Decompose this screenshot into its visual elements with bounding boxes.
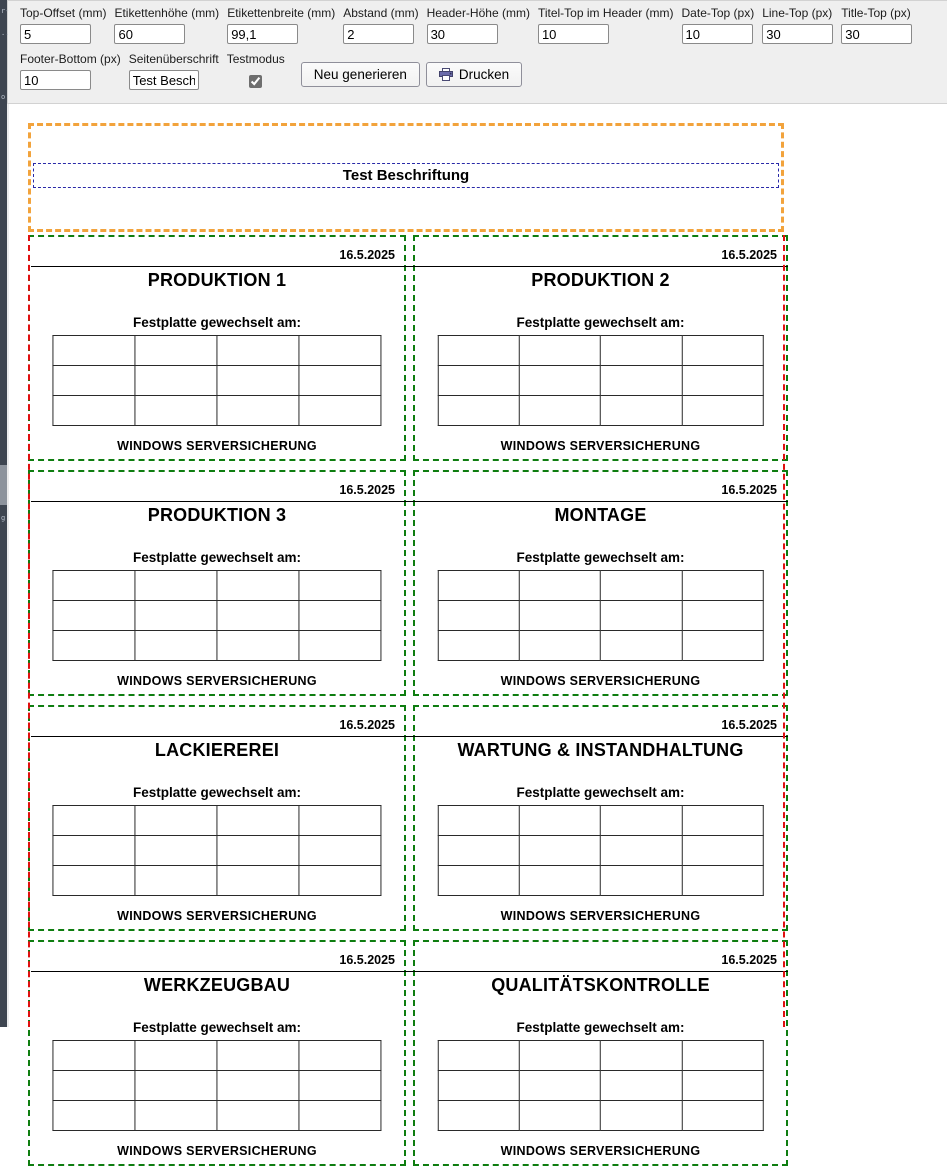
label-table-cell: [519, 571, 600, 601]
label-preview: [413, 235, 788, 461]
field-label: Etikettenbreite (mm): [227, 7, 335, 20]
label-date: 16.5.2025: [339, 248, 395, 262]
label-table-cell: [438, 1101, 519, 1131]
label-table-cell: [519, 806, 600, 836]
label-table-cell: [438, 866, 519, 896]
label-table-cell: [438, 631, 519, 661]
label-date: 16.5.2025: [721, 953, 777, 967]
label-table-cell: [438, 336, 519, 366]
field-label: Title-Top (px): [841, 7, 912, 20]
label-table: [52, 335, 381, 426]
label-table-cell: [53, 1101, 135, 1131]
label-table-cell: [135, 336, 217, 366]
field-label: Abstand (mm): [343, 7, 418, 20]
left-edge-panel: [0, 0, 7, 1027]
label-table-cell: [438, 396, 519, 426]
label-table-cell: [682, 806, 763, 836]
label-table-cell: [217, 866, 299, 896]
label-table-cell: [519, 336, 600, 366]
print-preview: [7, 104, 947, 1027]
field-input[interactable]: [538, 24, 609, 44]
label-title: MONTAGE: [415, 505, 786, 526]
testmodus-checkbox[interactable]: [249, 75, 262, 88]
label-table-cell: [682, 366, 763, 396]
label-table-cell: [438, 1041, 519, 1071]
label-title: QUALITÄTSKONTROLLE: [415, 975, 786, 996]
label-table-cell: [53, 631, 135, 661]
field-label: Date-Top (px): [682, 7, 755, 20]
label-date: 16.5.2025: [339, 953, 395, 967]
label-table-cell: [299, 866, 381, 896]
label-table-cell: [438, 836, 519, 866]
label-table-cell: [53, 366, 135, 396]
page-heading-text: Test Beschriftung: [343, 167, 469, 184]
label-footer: WINDOWS SERVERSICHERUNG: [415, 674, 786, 688]
label-footer: WINDOWS SERVERSICHERUNG: [30, 1144, 404, 1158]
label-footer: WINDOWS SERVERSICHERUNG: [30, 439, 404, 453]
label-table-cell: [217, 1041, 299, 1071]
field-label: Footer-Bottom (px): [20, 53, 121, 66]
label-subtitle: Festplatte gewechselt am:: [415, 785, 786, 800]
label-table-cell: [299, 806, 381, 836]
label-table-cell: [600, 866, 681, 896]
left-panel-fragment: ..: [1, 30, 9, 37]
label-divider-line: [406, 971, 788, 972]
label-divider-line: [31, 736, 413, 737]
label-table-cell: [438, 806, 519, 836]
label-footer: WINDOWS SERVERSICHERUNG: [30, 909, 404, 923]
label-table: [52, 1040, 381, 1131]
toolbar-field: [841, 7, 912, 44]
label-table-cell: [217, 396, 299, 426]
label-table: [437, 805, 763, 896]
label-table-cell: [299, 1041, 381, 1071]
label-table-cell: [600, 336, 681, 366]
label-table-cell: [135, 1071, 217, 1101]
printer-icon: [439, 68, 453, 81]
field-input[interactable]: [20, 24, 91, 44]
label-table-cell: [53, 866, 135, 896]
label-table-cell: [299, 631, 381, 661]
label-table-cell: [682, 396, 763, 426]
label-table: [437, 335, 763, 426]
label-table-cell: [600, 601, 681, 631]
label-divider-line: [406, 266, 788, 267]
label-table-cell: [53, 806, 135, 836]
label-table-cell: [600, 571, 681, 601]
label-table: [437, 1040, 763, 1131]
field-input[interactable]: [682, 24, 753, 44]
label-table-cell: [135, 396, 217, 426]
label-table-cell: [438, 601, 519, 631]
label-table-cell: [217, 806, 299, 836]
label-footer: WINDOWS SERVERSICHERUNG: [415, 1144, 786, 1158]
label-table-cell: [682, 571, 763, 601]
label-preview: [28, 235, 406, 461]
toolbar-row1: [20, 7, 947, 44]
label-subtitle: Festplatte gewechselt am:: [30, 550, 404, 565]
label-title: PRODUKTION 1: [30, 270, 404, 291]
label-table-cell: [519, 631, 600, 661]
field-label: Etikettenhöhe (mm): [114, 7, 219, 20]
field-input[interactable]: [427, 24, 498, 44]
print-button[interactable]: [426, 62, 522, 87]
toolbar-row2: [20, 53, 947, 90]
label-table-cell: [682, 866, 763, 896]
field-label: Titel-Top im Header (mm): [538, 7, 674, 20]
label-table-cell: [217, 1071, 299, 1101]
label-table-cell: [438, 1071, 519, 1101]
label-table-cell: [519, 366, 600, 396]
label-divider-line: [31, 501, 413, 502]
label-table-cell: [682, 601, 763, 631]
label-table-cell: [217, 601, 299, 631]
toolbar-field: [427, 7, 530, 44]
field-input[interactable]: [762, 24, 833, 44]
label-table-cell: [682, 1041, 763, 1071]
label-table-cell: [600, 1041, 681, 1071]
label-table-cell: [600, 836, 681, 866]
label-table-cell: [135, 866, 217, 896]
label-table-cell: [217, 631, 299, 661]
label-divider-line: [31, 266, 413, 267]
label-table-cell: [217, 836, 299, 866]
label-table-cell: [53, 1071, 135, 1101]
label-table-cell: [53, 396, 135, 426]
field-input[interactable]: [227, 24, 298, 44]
label-subtitle: Festplatte gewechselt am:: [30, 785, 404, 800]
label-preview: [413, 940, 788, 1166]
label-table-cell: [299, 396, 381, 426]
label-preview: [28, 705, 406, 931]
toolbar-field: [114, 7, 219, 44]
label-table-cell: [135, 1101, 217, 1131]
field-label: Top-Offset (mm): [20, 7, 106, 20]
label-preview: [28, 470, 406, 696]
label-table-cell: [299, 366, 381, 396]
label-table-cell: [53, 836, 135, 866]
label-table-cell: [135, 366, 217, 396]
label-preview: [413, 470, 788, 696]
page-header-guide-box: [28, 123, 784, 232]
label-table-cell: [135, 806, 217, 836]
label-table-cell: [600, 1071, 681, 1101]
label-table-cell: [53, 601, 135, 631]
label-table-cell: [299, 1101, 381, 1131]
label-date: 16.5.2025: [721, 718, 777, 732]
field-input[interactable]: [20, 70, 91, 90]
field-label: Line-Top (px): [762, 7, 833, 20]
toolbar-field: [682, 7, 755, 44]
label-table-cell: [135, 631, 217, 661]
label-table-cell: [600, 631, 681, 661]
label-footer: WINDOWS SERVERSICHERUNG: [415, 439, 786, 453]
label-table-cell: [299, 1071, 381, 1101]
label-subtitle: Festplatte gewechselt am:: [415, 1020, 786, 1035]
label-table-cell: [217, 571, 299, 601]
label-table-cell: [519, 1041, 600, 1071]
left-panel-fragment: g: [1, 515, 5, 522]
label-table-cell: [135, 601, 217, 631]
toolbar-field: [762, 7, 833, 44]
label-table-cell: [299, 336, 381, 366]
label-table-cell: [299, 836, 381, 866]
label-table-cell: [682, 1071, 763, 1101]
label-table-cell: [53, 571, 135, 601]
label-table: [52, 805, 381, 896]
page-heading-input[interactable]: [129, 70, 199, 90]
label-footer: WINDOWS SERVERSICHERUNG: [30, 674, 404, 688]
field-input[interactable]: [841, 24, 912, 44]
label-footer: WINDOWS SERVERSICHERUNG: [415, 909, 786, 923]
label-subtitle: Festplatte gewechselt am:: [415, 550, 786, 565]
toolbar-field: [20, 7, 106, 44]
label-table-cell: [135, 571, 217, 601]
label-date: 16.5.2025: [721, 248, 777, 262]
label-table: [52, 570, 381, 661]
label-date: 16.5.2025: [721, 483, 777, 497]
label-title: LACKIEREREI: [30, 740, 404, 761]
label-preview: [413, 705, 788, 931]
label-date: 16.5.2025: [339, 718, 395, 732]
labels-grid: [28, 235, 788, 1166]
left-panel-scrollbar-thumb[interactable]: [0, 465, 7, 505]
label-divider-line: [406, 501, 788, 502]
label-divider-line: [406, 736, 788, 737]
label-table-cell: [53, 336, 135, 366]
label-title: WARTUNG & INSTANDHALTUNG: [415, 740, 786, 761]
label-title: PRODUKTION 3: [30, 505, 404, 526]
label-title: WERKZEUGBAU: [30, 975, 404, 996]
label-table-cell: [682, 836, 763, 866]
label-table-cell: [519, 866, 600, 896]
label-subtitle: Festplatte gewechselt am:: [415, 315, 786, 330]
page-heading-guide-box: [33, 163, 779, 188]
field-input[interactable]: [343, 24, 414, 44]
label-subtitle: Festplatte gewechselt am:: [30, 1020, 404, 1035]
left-panel-fragment: o: [1, 94, 5, 101]
label-table-cell: [519, 1101, 600, 1131]
label-table-cell: [519, 601, 600, 631]
label-table-cell: [600, 396, 681, 426]
label-table-cell: [217, 366, 299, 396]
field-label: Seitenüberschrift: [129, 53, 219, 66]
label-table-cell: [519, 1071, 600, 1101]
settings-toolbar: [7, 0, 947, 104]
label-table-cell: [217, 1101, 299, 1131]
field-label: Testmodus: [227, 53, 285, 66]
label-table-cell: [682, 336, 763, 366]
toolbar-field: [227, 7, 335, 44]
toolbar-field: [343, 7, 418, 44]
generate-button[interactable]: Neu generieren: [301, 62, 420, 87]
label-table-cell: [135, 1041, 217, 1071]
label-table-cell: [53, 1041, 135, 1071]
testmodus-field: [227, 53, 285, 88]
field-label: Header-Höhe (mm): [427, 7, 530, 20]
toolbar-field: [20, 53, 121, 90]
label-table-cell: [299, 601, 381, 631]
left-panel-fragment: r-: [1, 8, 9, 15]
label-divider-line: [31, 971, 413, 972]
label-table-cell: [135, 836, 217, 866]
page-heading-field: [129, 53, 219, 90]
label-preview: [28, 940, 406, 1166]
label-table: [437, 570, 763, 661]
label-date: 16.5.2025: [339, 483, 395, 497]
toolbar-field: [538, 7, 674, 44]
label-table-cell: [682, 1101, 763, 1131]
label-table-cell: [600, 1101, 681, 1131]
label-subtitle: Festplatte gewechselt am:: [30, 315, 404, 330]
label-table-cell: [438, 571, 519, 601]
field-input[interactable]: [114, 24, 185, 44]
label-table-cell: [600, 806, 681, 836]
label-table-cell: [519, 396, 600, 426]
print-button-label: Drucken: [459, 67, 509, 82]
toolbar-row2-fields: [20, 53, 129, 90]
label-table-cell: [217, 336, 299, 366]
label-title: PRODUKTION 2: [415, 270, 786, 291]
label-table-cell: [438, 366, 519, 396]
label-table-cell: [519, 836, 600, 866]
label-table-cell: [682, 631, 763, 661]
label-table-cell: [600, 366, 681, 396]
label-table-cell: [299, 571, 381, 601]
